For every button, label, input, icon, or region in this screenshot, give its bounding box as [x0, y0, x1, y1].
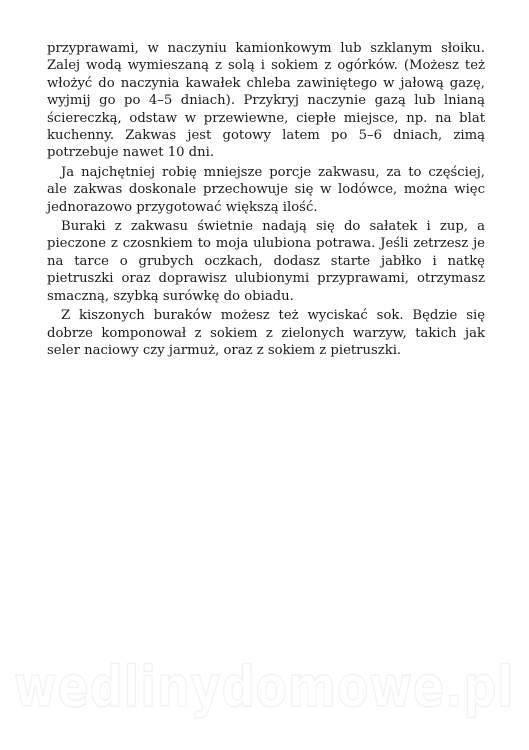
body-text [47, 40, 485, 361]
watermark-text: wedlinydomowe.pl [14, 655, 514, 720]
paragraph-1: przyprawami, w naczyniu kamionkowym lub szklanym słoiku. Zalej wodą wymieszaną z solą i sokiem z ogórków. (Możesz też włożyć do naczynia kawałek chleba zawiniętego w jałową gazę, wyjmij go po 4–5 dniach). Przykryj naczynie gazą lub lnianą ściereczką, odstaw w przewiewne, ciepłe miejsce, np. na blat kuchenny. Zakwas jest gotowy latem po 5–6 dniach, zimą potrzebuje nawet 10 dni. [47, 41, 485, 161]
paragraph-2: Ja najchętniej robię mniejsze porcje zakwasu, za to częściej, ale zakwas doskonale przechowuje się w lodówce, można więc jednorazowo przygotować większą ilość. [47, 164, 485, 215]
paragraph-4: Z kiszonych buraków możesz też wyciskać sok. Będzie się dobrze komponował z sokiem z zielonych warzyw, takich jak seler naciowy czy jarmuż, oraz z sokiem z pietruszki. [47, 308, 485, 358]
watermark [0, 648, 529, 728]
paragraph-3: Buraki z zakwasu świetnie nadają się do sałatek i zup, a pieczone z czosnkiem to moja ulubiona potrawa. Jeśli zetrzesz je na tarce o grubych oczkach, dodasz starte jabłko i natkę pietruszki oraz doprawisz ulubionymi przyprawami, otrzymasz smaczną, szybką surówkę do obiadu. [47, 219, 485, 304]
